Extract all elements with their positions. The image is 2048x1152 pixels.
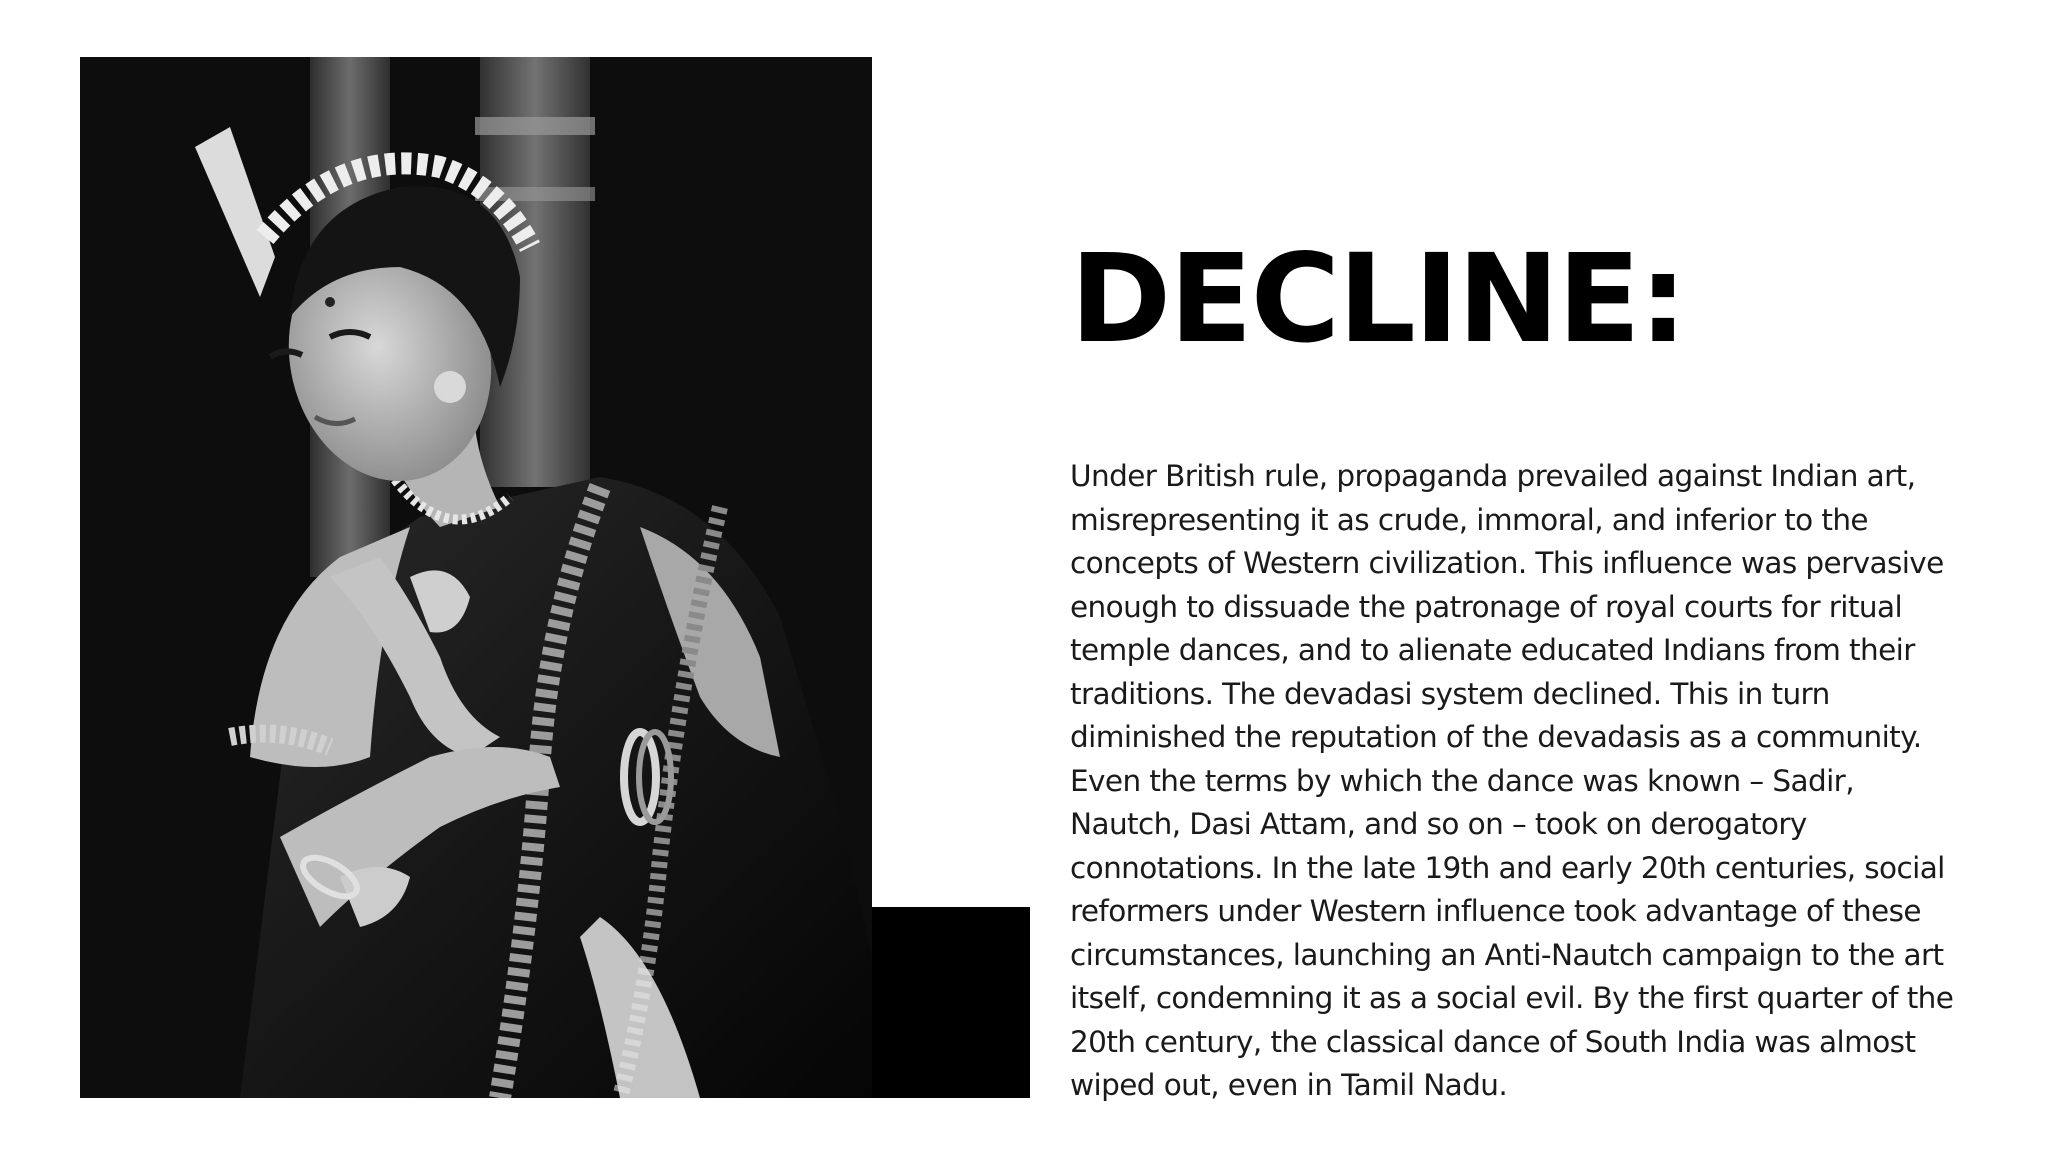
slide-body-text: Under British rule, propaganda prevailed against Indian art, misrepresenting it as crude, immoral, and inferior to the concepts of Western civilization. This influence was pervasive enough to dissuade the patronage of royal courts for ritual temple dances, and to alienate educated Indians from their traditions. The devadasi system declined. This in turn diminished the reputation of the devadasis as a community. Even the terms by which the dance was known – Sadir, Nautch, Dasi Attam, and so on – took on derogatory connotations. In the late 19th and early 20th centuries, social reformers under Western influence took advantage of these circumstances, launching an Anti-Nautch campaign to the art itself, condemning it as a social evil. By the first quarter of the 20th century, the classical dance of South India was almost wiped out, even in Tamil Nadu. (1070, 459, 1954, 1102)
dancer-photo-illustration (80, 57, 872, 1098)
slide-title: DECLINE: (1070, 228, 1686, 370)
accent-block (872, 907, 1030, 1098)
dancer-photo (80, 57, 872, 1098)
